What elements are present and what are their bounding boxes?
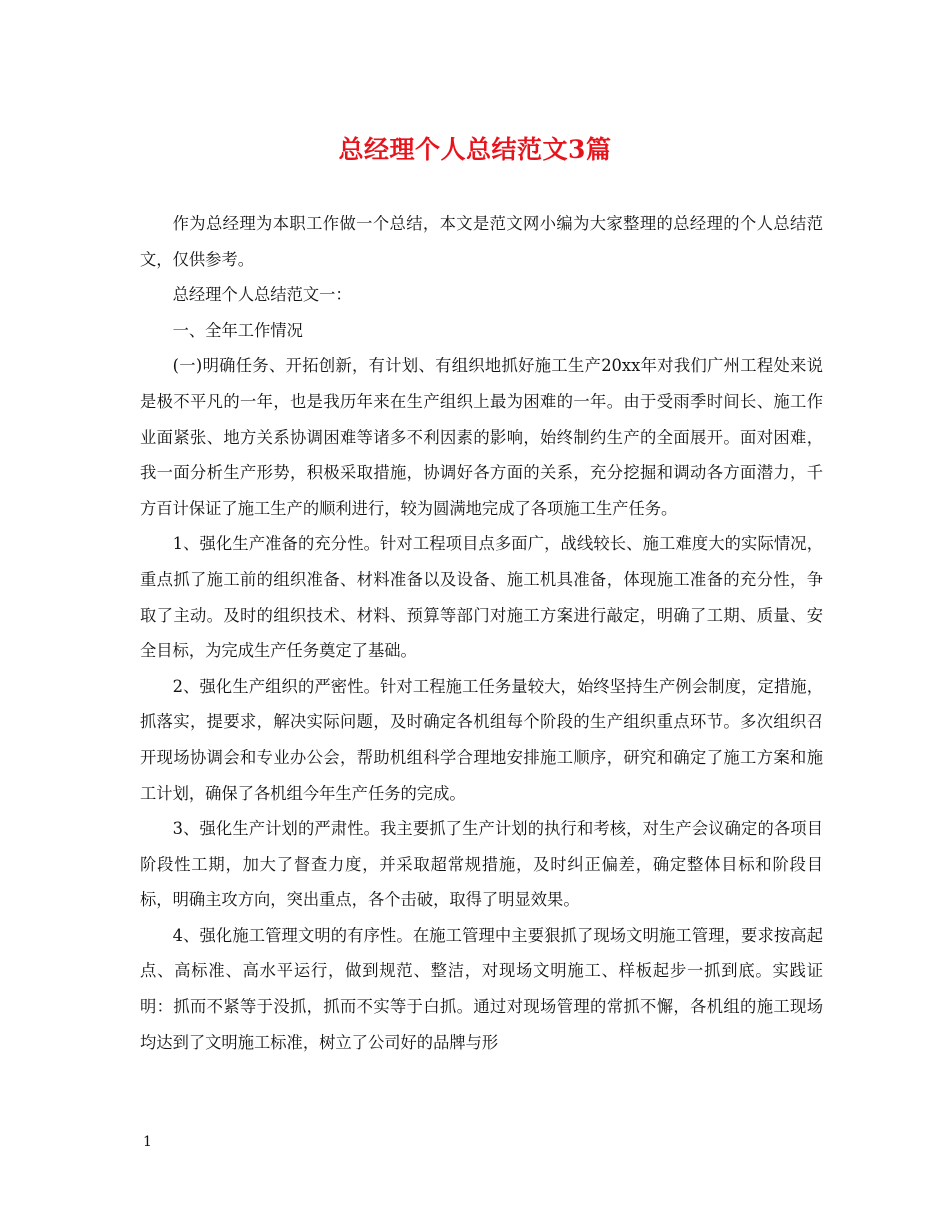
- paragraph-construction-management: 4、强化施工管理文明的有序性。在施工管理中主要狠抓了现场文明施工管理，要求按高起点、高标准、高水平运行，做到规范、整洁，对现场文明施工、样板起步一抓到底。实践证明：抓而不紧等于没抓，抓而不实等于白抓。通过对现场管理的常抓不懈，各机组的施工现场均达到了文明施工标准，树立了公司好的品牌与形: [140, 925, 823, 1052]
- paragraph-production-plan: 3、强化生产计划的严肃性。我主要抓了生产计划的执行和考核，对生产会议确定的各项目阶段性工期，加大了督查力度，并采取超常规措施，及时纠正偏差，确定整体目标和阶段目标，明确主攻方向，突出重点，各个击破，取得了明显效果。: [140, 819, 823, 910]
- paragraph-task-innovation: (一)明确任务、开拓创新，有计划、有组织地抓好施工生产20xx年对我们广州工程处来说是极不平凡的一年，也是我历年来在生产组织上最为困难的一年。由于受雨季时间长、施工作业面紧张、地方关系协调困难等诸多不利因素的影响，始终制约生产的全面展开。面对困难，我一面分析生产形势，积极采取措施，协调好各方面的关系，充分挖掘和调动各方面潜力，千方百计保证了施工生产的顺利进行，较为圆满地完成了各项施工生产任务。: [140, 356, 823, 518]
- paragraph-section-label: 总经理个人总结范文一：: [172, 285, 352, 305]
- paragraph-intro: 作为总经理为本职工作做一个总结，本文是范文网小编为大家整理的总经理的个人总结范文，仅供参考。: [140, 214, 823, 269]
- paragraph-heading-annual-work: 一、全年工作情况: [172, 320, 303, 340]
- page-number: 1: [143, 1134, 152, 1150]
- document-body: [140, 206, 823, 1060]
- paragraph-production-preparation: 1、强化生产准备的充分性。针对工程项目点多面广，战线较长、施工难度大的实际情况，重点抓了施工前的组织准备、材料准备以及设备、施工机具准备，体现施工准备的充分性，争取了主动。及时的组织技术、材料、预算等部门对施工方案进行敲定，明确了工期、质量、安全目标，为完成生产任务奠定了基础。: [140, 534, 823, 661]
- document-title: 总经理个人总结范文3篇: [338, 135, 612, 164]
- paragraph-production-organization: 2、强化生产组织的严密性。针对工程施工任务量较大，始终坚持生产例会制度，定措施，抓落实，提要求，解决实际问题，及时确定各机组每个阶段的生产组织重点环节。多次组织召开现场协调会和专业办公会，帮助机组科学合理地安排施工顺序，研究和确定了施工方案和施工计划，确保了各机组今年生产任务的完成。: [140, 676, 823, 803]
